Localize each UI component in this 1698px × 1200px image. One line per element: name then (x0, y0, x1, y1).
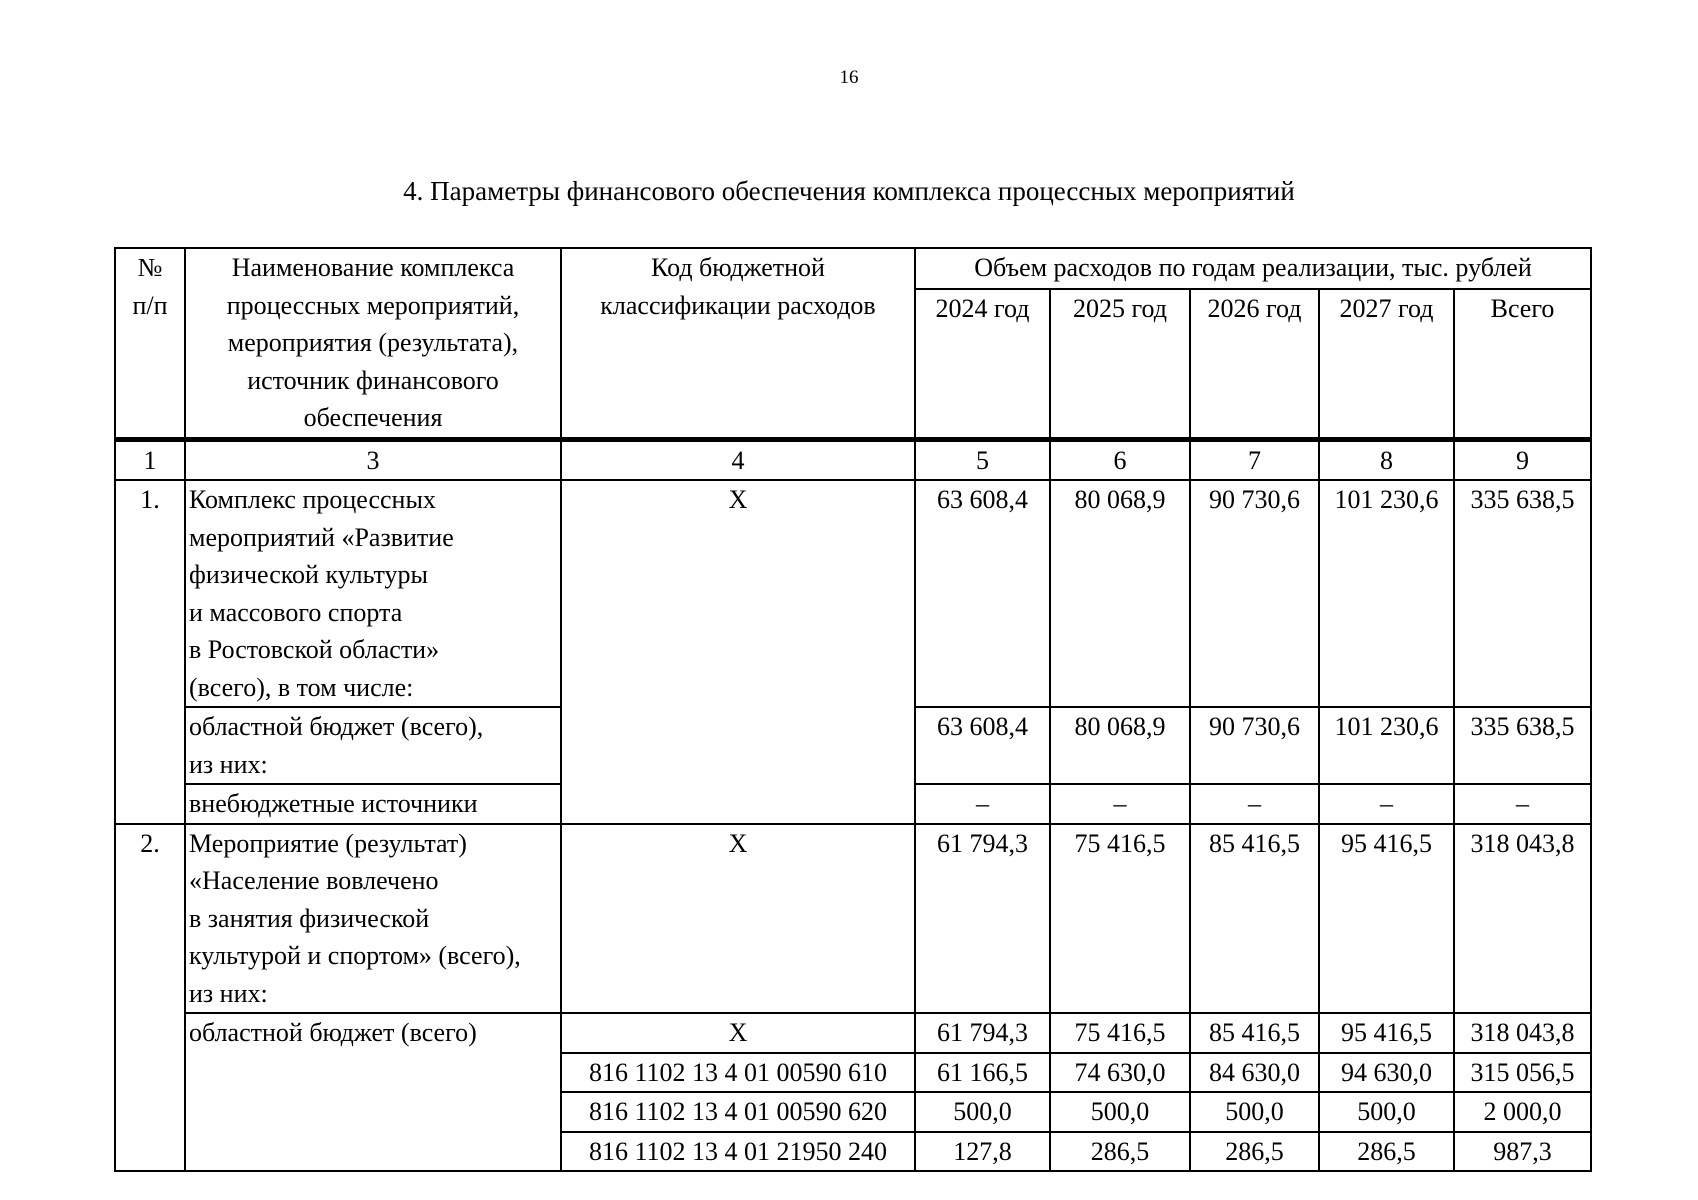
value-cell: – (915, 784, 1050, 824)
header-budget-code: Код бюджетной классификации расходов (561, 248, 915, 439)
header-number: № п/п (115, 248, 185, 439)
value-cell: 500,0 (1319, 1092, 1454, 1132)
value-cell: 335 638,5 (1454, 707, 1591, 784)
row-budget-code: X (561, 480, 915, 824)
table-row (115, 824, 1591, 1014)
value-cell: 127,8 (915, 1132, 1050, 1172)
column-number: 4 (561, 439, 915, 480)
column-number: 9 (1454, 439, 1591, 480)
row-budget-code: X (561, 1013, 915, 1053)
value-cell: 335 638,5 (1454, 480, 1591, 707)
row-budget-code: 816 1102 13 4 01 00590 620 (561, 1092, 915, 1132)
value-cell: 61 794,3 (915, 1013, 1050, 1053)
value-cell: 90 730,6 (1190, 480, 1319, 707)
value-cell: 95 416,5 (1319, 824, 1454, 1014)
value-cell: 286,5 (1050, 1132, 1190, 1172)
value-cell: – (1454, 784, 1591, 824)
row-name: областной бюджет (всего), из них: (185, 707, 561, 784)
value-cell: 500,0 (915, 1092, 1050, 1132)
row-budget-code: 816 1102 13 4 01 00590 610 (561, 1053, 915, 1093)
header-year-2026: 2026 год (1190, 289, 1319, 439)
value-cell: 286,5 (1190, 1132, 1319, 1172)
value-cell: 63 608,4 (915, 707, 1050, 784)
row-name: Комплекс процессных мероприятий «Развитие физической культуры и массового спорта в Ростовской области» (всего), в том числе: (185, 480, 561, 707)
page-number: 16 (839, 67, 859, 88)
value-cell: 74 630,0 (1050, 1053, 1190, 1093)
value-cell: 2 000,0 (1454, 1092, 1591, 1132)
table-row (115, 480, 1591, 707)
value-cell: 61 166,5 (915, 1053, 1050, 1093)
column-number: 7 (1190, 439, 1319, 480)
row-name: внебюджетные источники (185, 784, 561, 824)
value-cell: 85 416,5 (1190, 1013, 1319, 1053)
header-year-2025: 2025 год (1050, 289, 1190, 439)
value-cell: 90 730,6 (1190, 707, 1319, 784)
value-cell: 80 068,9 (1050, 480, 1190, 707)
document-title: 4. Параметры финансового обеспечения комплекса процессных мероприятий (403, 176, 1295, 206)
row-name: Мероприятие (результат) «Население вовлечено в занятия физической культурой и спортом» (всего), из них: (185, 824, 561, 1014)
value-cell: 987,3 (1454, 1132, 1591, 1172)
value-cell: 500,0 (1190, 1092, 1319, 1132)
value-cell: 101 230,6 (1319, 480, 1454, 707)
value-cell: 85 416,5 (1190, 824, 1319, 1014)
value-cell: – (1319, 784, 1454, 824)
value-cell: 500,0 (1050, 1092, 1190, 1132)
value-cell: 94 630,0 (1319, 1053, 1454, 1093)
table-row (115, 1013, 1591, 1053)
value-cell: – (1190, 784, 1319, 824)
value-cell: 318 043,8 (1454, 824, 1591, 1014)
row-budget-code: 816 1102 13 4 01 21950 240 (561, 1132, 915, 1172)
header-volume: Объем расходов по годам реализации, тыс. рублей (915, 248, 1591, 289)
row-number: 1. (115, 480, 185, 824)
column-number: 5 (915, 439, 1050, 480)
value-cell: 286,5 (1319, 1132, 1454, 1172)
value-cell: 95 416,5 (1319, 1013, 1454, 1053)
value-cell: 84 630,0 (1190, 1053, 1319, 1093)
value-cell: 318 043,8 (1454, 1013, 1591, 1053)
header-year-2024: 2024 год (915, 289, 1050, 439)
header-name: Наименование комплекса процессных мероприятий, мероприятия (результата), источник финансового обеспечения (185, 248, 561, 439)
header-total: Всего (1454, 289, 1591, 439)
column-number: 8 (1319, 439, 1454, 480)
value-cell: 315 056,5 (1454, 1053, 1591, 1093)
header-year-2027: 2027 год (1319, 289, 1454, 439)
value-cell: 80 068,9 (1050, 707, 1190, 784)
value-cell: – (1050, 784, 1190, 824)
column-number: 3 (185, 439, 561, 480)
row-name: областной бюджет (всего) (185, 1013, 561, 1171)
value-cell: 75 416,5 (1050, 824, 1190, 1014)
column-number: 6 (1050, 439, 1190, 480)
value-cell: 61 794,3 (915, 824, 1050, 1014)
value-cell: 63 608,4 (915, 480, 1050, 707)
row-number: 2. (115, 824, 185, 1172)
header-row (115, 248, 1591, 289)
value-cell: 101 230,6 (1319, 707, 1454, 784)
row-budget-code: X (561, 824, 915, 1014)
column-numbers-row (115, 439, 1591, 480)
column-number: 1 (115, 439, 185, 480)
financing-table (114, 247, 1592, 1172)
value-cell: 75 416,5 (1050, 1013, 1190, 1053)
